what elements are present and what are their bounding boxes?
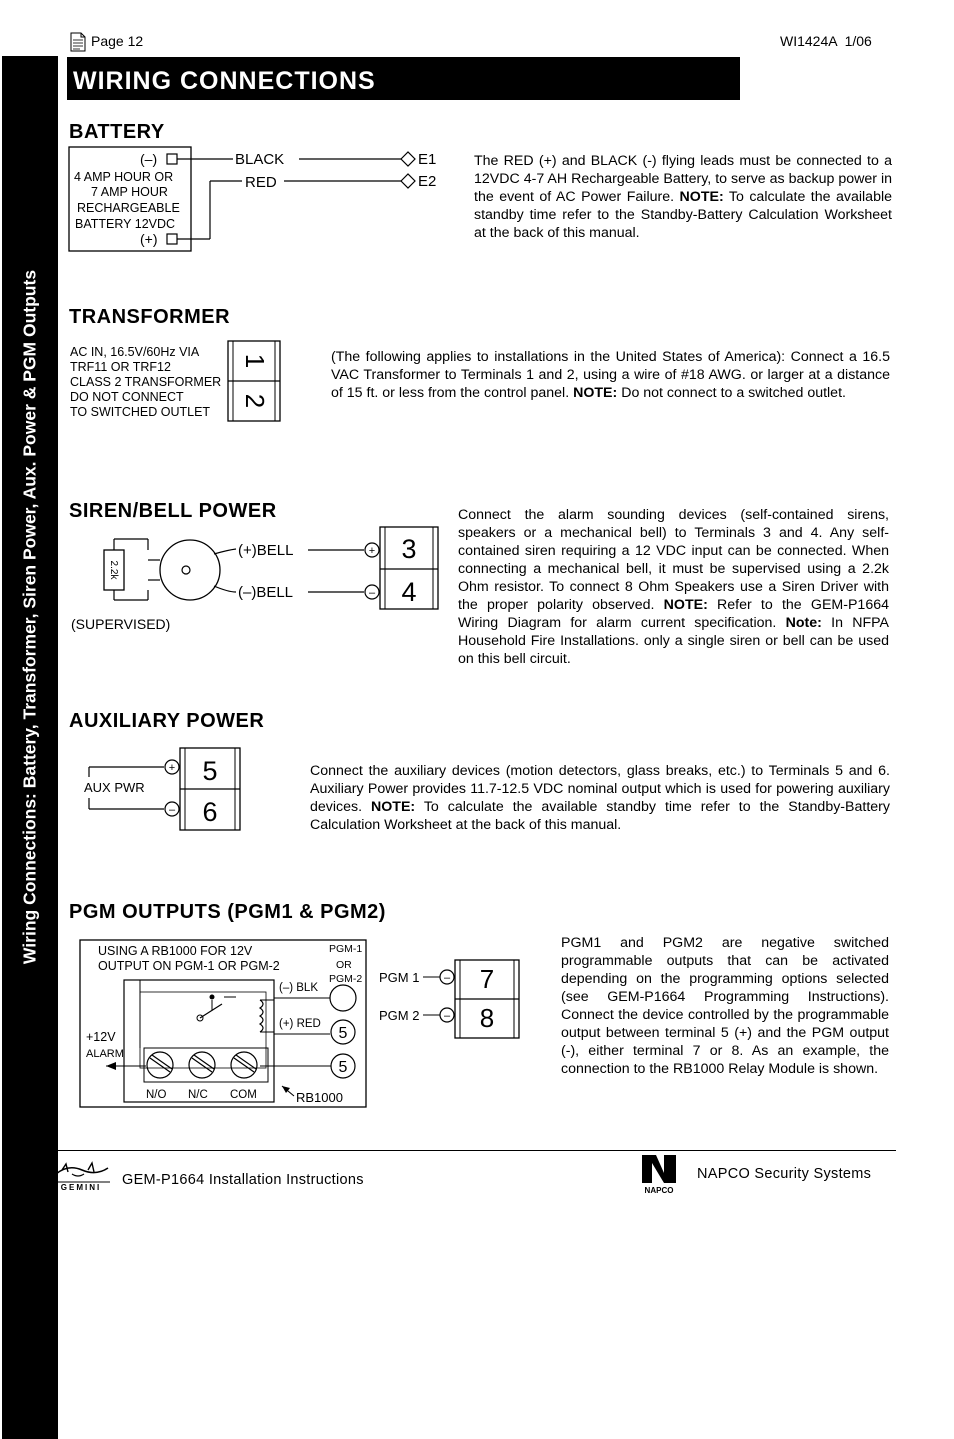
svg-text:2: 2 (240, 393, 270, 409)
svg-text:E1: E1 (418, 151, 437, 168)
svg-text:RB1000: RB1000 (296, 1090, 343, 1105)
svg-text:CLASS 2 TRANSFORMER: CLASS 2 TRANSFORMER (70, 375, 222, 389)
aux-text: Connect the auxiliary devices (motion detectors, glass breaks, etc.) to Terminals 5 and 6. Auxiliary Power provides 11.7-12.5 VDC nominal output which is used for powering auxiliary devices. NOTE: To calculate the available standby time refer to the Standby-Battery Calculation Worksheet at the back of this manual. (310, 763, 890, 833)
svg-text:RECHARGEABLE: RECHARGEABLE (77, 201, 180, 215)
transformer-heading: TRANSFORMER (69, 306, 231, 328)
svg-text:+12V: +12V (86, 1030, 116, 1044)
svg-text:OUTPUT ON PGM-1 OR PGM-2: OUTPUT ON PGM-1 OR PGM-2 (98, 959, 280, 973)
svg-text:7: 7 (479, 964, 495, 994)
sidebar-title: Wiring Connections: Battery, Transformer, Siren Power, Aux. Power & PGM Outputs (19, 269, 40, 965)
svg-text:–: – (443, 972, 451, 984)
svg-text:(+)BELL: (+)BELL (238, 542, 294, 559)
svg-text:4 AMP HOUR OR: 4 AMP HOUR OR (74, 170, 174, 184)
footer-right-text: NAPCO Security Systems (697, 1166, 872, 1182)
battery-neg-label: (–) (140, 151, 158, 167)
siren-diagram (68, 522, 448, 637)
battery-diagram (68, 145, 448, 255)
svg-text:BATTERY 12VDC: BATTERY 12VDC (75, 217, 176, 231)
svg-text:+: + (368, 545, 376, 557)
svg-text:–: – (443, 1010, 451, 1022)
pgm-heading: PGM OUTPUTS (PGM1 & PGM2) (69, 901, 386, 923)
svg-text:AUX PWR: AUX PWR (84, 780, 145, 795)
svg-text:7 AMP HOUR: 7 AMP HOUR (91, 185, 168, 199)
svg-text:1: 1 (240, 353, 270, 369)
svg-text:E2: E2 (418, 173, 437, 190)
svg-text:OR: OR (336, 959, 352, 971)
svg-text:(+): (+) (140, 231, 158, 247)
svg-text:5: 5 (338, 1059, 348, 1076)
svg-text:GEMINI: GEMINI (60, 1183, 102, 1192)
siren-heading: SIREN/BELL POWER (69, 500, 277, 522)
gemini-logo (48, 1160, 114, 1192)
svg-text:3: 3 (401, 534, 417, 564)
napco-logo (634, 1153, 684, 1195)
page-number: Page 12 (91, 33, 144, 49)
aux-diagram (80, 745, 280, 835)
svg-text:TRF11 OR TRF12: TRF11 OR TRF12 (70, 360, 171, 374)
svg-text:–: – (168, 804, 176, 816)
svg-text:TO SWITCHED OUTLET: TO SWITCHED OUTLET (70, 405, 211, 419)
svg-text:2.2k: 2.2k (108, 560, 119, 580)
svg-text:PGM 1: PGM 1 (379, 970, 420, 985)
page-icon (70, 32, 86, 57)
svg-text:RED: RED (245, 174, 277, 191)
svg-text:+: + (168, 762, 176, 774)
svg-text:N/C: N/C (188, 1089, 208, 1101)
transformer-text: (The following applies to installations in the United States of America): Connect a 16.5 VAC Transformer to Terminals 1 and 2, using a wire of #18 AWG. or larger at a distance of 15 ft. or less from the control panel. NOTE: Do not connect to a switched outlet. (331, 349, 890, 401)
svg-text:4: 4 (401, 577, 417, 607)
svg-text:AC IN, 16.5V/60Hz VIA: AC IN, 16.5V/60Hz VIA (70, 345, 200, 359)
siren-text: Connect the alarm sounding devices (self-contained sirens, speakers or a mechanical bell) to Terminals 3 and 4. Any self-contained siren requiring a 12 VDC input can be connected. When connecting a mechanical bell, it must be supervised using a 2.2k Ohm resistor. To connect 8 Ohm Speakers use a Siren Driver with the proper polarity observed. NOTE: Refer to the GEM-P1664 Wiring Diagram for alarm current specification. Note: In NFPA Household Fire Installations. only a single siren or bell can be used on this bell circuit. (458, 507, 889, 667)
pgm-diagram (78, 938, 528, 1113)
svg-text:8: 8 (479, 1003, 495, 1033)
svg-text:–: – (368, 587, 376, 599)
svg-text:5: 5 (338, 1025, 348, 1042)
aux-heading: AUXILIARY POWER (69, 710, 265, 732)
footer-divider (58, 1150, 896, 1151)
svg-text:PGM-1: PGM-1 (329, 943, 363, 955)
svg-text:(–)BELL: (–)BELL (238, 584, 294, 601)
battery-text: The RED (+) and BLACK (-) flying leads must be connected to a 12VDC 4-7 AH Rechargeable Battery, to serve as backup power in the event of AC Power Failure. NOTE: To calculate the available standby time refer to the Standby-Battery Calculation Worksheet at the back of this manual. (474, 153, 892, 241)
transformer-diagram (68, 338, 288, 424)
document-code: WI1424A 1/06 (780, 33, 872, 49)
svg-text:COM: COM (230, 1089, 257, 1101)
svg-text:BLACK: BLACK (235, 151, 285, 168)
svg-text:USING A RB1000 FOR 12V: USING A RB1000 FOR 12V (98, 944, 253, 958)
footer-left-text: GEM-P1664 Installation Instructions (122, 1172, 364, 1188)
svg-text:PGM 2: PGM 2 (379, 1008, 420, 1023)
svg-text:ALARM: ALARM (86, 1048, 124, 1060)
svg-text:(+) RED: (+) RED (279, 1018, 321, 1030)
pgm-text: PGM1 and PGM2 are negative switched programmable outputs that can be activated depending on the programming options selected (see GEM-P1664 Programming Instructions). Connect the device controlled by the programmable output between terminal 5 (+) and the PGM output (-), either terminal 7 or 8. As an example, the connection to the RB1000 Relay Module is shown. (561, 935, 889, 1077)
svg-text:DO NOT CONNECT: DO NOT CONNECT (70, 390, 184, 404)
svg-text:N/O: N/O (146, 1089, 167, 1101)
svg-text:PGM-2: PGM-2 (329, 973, 363, 985)
svg-text:(–) BLK: (–) BLK (279, 982, 318, 994)
svg-text:5: 5 (202, 756, 218, 786)
page-title: WIRING CONNECTIONS (73, 67, 376, 95)
svg-text:6: 6 (202, 797, 218, 827)
svg-text:NAPCO: NAPCO (644, 1186, 674, 1195)
title-bar (67, 57, 740, 100)
battery-heading: BATTERY (69, 121, 165, 143)
svg-text:(SUPERVISED): (SUPERVISED) (71, 616, 171, 632)
